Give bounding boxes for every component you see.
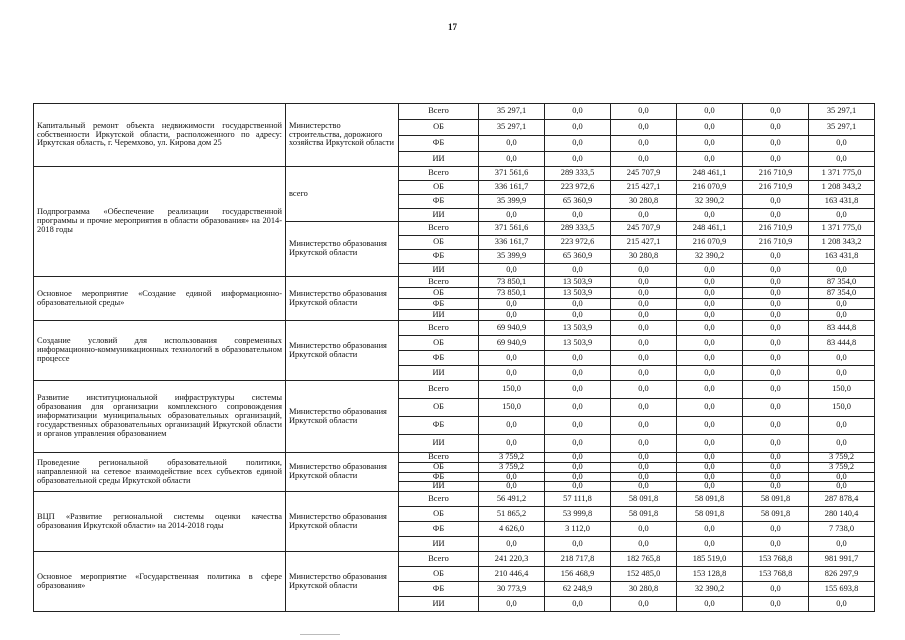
funding-source: ИИ: [399, 435, 479, 453]
amount-value: 0,0: [611, 453, 677, 463]
amount-value: 58 091,8: [743, 492, 809, 507]
amount-value: 215 427,1: [611, 181, 677, 195]
amount-value: 0,0: [743, 462, 809, 472]
amount-value: 0,0: [611, 399, 677, 417]
funding-source: ФБ: [399, 136, 479, 152]
amount-value: 35 399,9: [479, 195, 545, 209]
amount-value: 0,0: [611, 336, 677, 351]
amount-value: 0,0: [545, 399, 611, 417]
funding-source: ФБ: [399, 522, 479, 537]
amount-value: 0,0: [743, 472, 809, 482]
funding-source: Всего: [399, 277, 479, 288]
amount-value: 58 091,8: [611, 507, 677, 522]
page-number: 17: [448, 22, 457, 32]
funding-source: ФБ: [399, 417, 479, 435]
amount-value: 223 972,6: [545, 181, 611, 195]
amount-value: 13 503,9: [545, 321, 611, 336]
amount-value: 0,0: [479, 417, 545, 435]
amount-value: 218 717,8: [545, 552, 611, 567]
executor-name: Министерство образования Иркутской области: [286, 552, 399, 612]
amount-value: 0,0: [479, 351, 545, 366]
amount-value: 0,0: [611, 381, 677, 399]
amount-value: 69 940,9: [479, 321, 545, 336]
amount-value: 371 561,6: [479, 167, 545, 181]
funding-source: Всего: [399, 552, 479, 567]
funding-source: ИИ: [399, 310, 479, 321]
amount-value: 152 485,0: [611, 567, 677, 582]
amount-value: 0,0: [677, 351, 743, 366]
amount-value: 0,0: [743, 351, 809, 366]
amount-value: 0,0: [545, 209, 611, 222]
total-value: 35 297,1: [809, 104, 875, 120]
table-row: [34, 277, 875, 288]
amount-value: 0,0: [677, 381, 743, 399]
amount-value: 0,0: [545, 462, 611, 472]
total-value: 0,0: [809, 310, 875, 321]
total-value: 826 297,9: [809, 567, 875, 582]
amount-value: 0,0: [743, 399, 809, 417]
amount-value: 0,0: [479, 136, 545, 152]
funding-source: ОБ: [399, 236, 479, 250]
amount-value: 0,0: [743, 288, 809, 299]
amount-value: 153 128,8: [677, 567, 743, 582]
funding-source: Всего: [399, 381, 479, 399]
total-value: 0,0: [809, 435, 875, 453]
amount-value: 0,0: [677, 435, 743, 453]
funding-source: ФБ: [399, 351, 479, 366]
total-value: 7 738,0: [809, 522, 875, 537]
amount-value: 0,0: [677, 453, 743, 463]
amount-value: 0,0: [479, 472, 545, 482]
amount-value: 0,0: [611, 597, 677, 612]
funding-source: ФБ: [399, 582, 479, 597]
amount-value: 35 297,1: [479, 104, 545, 120]
amount-value: 0,0: [743, 104, 809, 120]
amount-value: 0,0: [677, 417, 743, 435]
amount-value: 215 427,1: [611, 236, 677, 250]
amount-value: 0,0: [611, 136, 677, 152]
amount-value: 13 503,9: [545, 277, 611, 288]
total-value: 150,0: [809, 399, 875, 417]
total-value: 0,0: [809, 351, 875, 366]
amount-value: 0,0: [611, 482, 677, 492]
funding-source: ОБ: [399, 567, 479, 582]
amount-value: 0,0: [677, 472, 743, 482]
amount-value: 73 850,1: [479, 277, 545, 288]
amount-value: 0,0: [545, 597, 611, 612]
amount-value: 241 220,3: [479, 552, 545, 567]
funding-source: ИИ: [399, 366, 479, 381]
amount-value: 0,0: [545, 537, 611, 552]
amount-value: 0,0: [611, 264, 677, 277]
amount-value: 0,0: [611, 104, 677, 120]
funding-source: Всего: [399, 167, 479, 181]
amount-value: 150,0: [479, 381, 545, 399]
table-row: [34, 552, 875, 567]
total-value: 163 431,8: [809, 250, 875, 264]
amount-value: 0,0: [677, 152, 743, 167]
funding-source: ИИ: [399, 597, 479, 612]
total-value: 83 444,8: [809, 336, 875, 351]
funding-source: ФБ: [399, 299, 479, 310]
amount-value: 0,0: [743, 310, 809, 321]
amount-value: 0,0: [677, 597, 743, 612]
amount-value: 32 390,2: [677, 582, 743, 597]
amount-value: 0,0: [611, 417, 677, 435]
amount-value: 0,0: [743, 195, 809, 209]
budget-table: [33, 103, 875, 612]
amount-value: 0,0: [611, 209, 677, 222]
total-value: 155 693,8: [809, 582, 875, 597]
amount-value: 0,0: [611, 462, 677, 472]
amount-value: 3 759,2: [479, 453, 545, 463]
total-value: 0,0: [809, 299, 875, 310]
total-value: 0,0: [809, 472, 875, 482]
amount-value: 0,0: [677, 288, 743, 299]
total-value: 150,0: [809, 381, 875, 399]
activity-name: Основное мероприятие «Создание единой информационно-образовательной среды»: [34, 277, 286, 321]
total-value: 1 208 343,2: [809, 181, 875, 195]
amount-value: 58 091,8: [677, 492, 743, 507]
amount-value: 0,0: [545, 351, 611, 366]
amount-value: 0,0: [743, 321, 809, 336]
amount-value: 0,0: [545, 136, 611, 152]
activity-name: ВЦП «Развитие региональной системы оценки качества образования Иркутской области» на 2014-2018 годы: [34, 492, 286, 552]
amount-value: 0,0: [743, 453, 809, 463]
amount-value: 69 940,9: [479, 336, 545, 351]
amount-value: 30 280,8: [611, 582, 677, 597]
executor-name: всего: [286, 167, 399, 222]
table-row: [34, 167, 875, 181]
funding-source: Всего: [399, 453, 479, 463]
amount-value: 0,0: [743, 597, 809, 612]
total-value: 87 354,0: [809, 288, 875, 299]
amount-value: 210 446,4: [479, 567, 545, 582]
funding-source: Всего: [399, 492, 479, 507]
amount-value: 0,0: [611, 537, 677, 552]
activity-name: Капитальный ремонт объекта недвижимости государственной собственности Иркутской области, расположенного по адресу: Иркутская область, г. Черемхово, ул. Кирова дом 25: [34, 104, 286, 167]
total-value: 0,0: [809, 136, 875, 152]
amount-value: 0,0: [611, 472, 677, 482]
amount-value: 0,0: [611, 522, 677, 537]
amount-value: 0,0: [545, 472, 611, 482]
amount-value: 0,0: [677, 264, 743, 277]
amount-value: 0,0: [743, 250, 809, 264]
total-value: 0,0: [809, 264, 875, 277]
amount-value: 153 768,8: [743, 552, 809, 567]
amount-value: 0,0: [677, 104, 743, 120]
total-value: 1 371 775,0: [809, 222, 875, 236]
page-edge-mark: [300, 634, 340, 635]
total-value: 163 431,8: [809, 195, 875, 209]
amount-value: 0,0: [743, 537, 809, 552]
funding-source: ОБ: [399, 336, 479, 351]
amount-value: 65 360,9: [545, 250, 611, 264]
amount-value: 371 561,6: [479, 222, 545, 236]
funding-source: ИИ: [399, 537, 479, 552]
amount-value: 0,0: [743, 336, 809, 351]
activity-name: Проведение региональной образовательной политики, направленной на сетевое взаимодействие всех субъектов единой образовательной среды Иркутской области: [34, 453, 286, 492]
amount-value: 150,0: [479, 399, 545, 417]
amount-value: 13 503,9: [545, 288, 611, 299]
table-row: [34, 104, 875, 120]
amount-value: 0,0: [611, 435, 677, 453]
amount-value: 0,0: [677, 120, 743, 136]
amount-value: 0,0: [677, 482, 743, 492]
funding-source: Всего: [399, 104, 479, 120]
activity-name: Развитие институциональной инфраструктуры системы образования для организации комплексного сопровождения информатизации муниципальных образовательных организаций, государственных образовательных организаций Иркутской области и органов управления образованием: [34, 381, 286, 453]
amount-value: 58 091,8: [743, 507, 809, 522]
amount-value: 32 390,2: [677, 195, 743, 209]
total-value: 3 759,2: [809, 453, 875, 463]
amount-value: 58 091,8: [677, 507, 743, 522]
funding-source: ФБ: [399, 472, 479, 482]
amount-value: 289 333,5: [545, 222, 611, 236]
amount-value: 35 297,1: [479, 120, 545, 136]
funding-source: ОБ: [399, 181, 479, 195]
funding-source: ОБ: [399, 120, 479, 136]
amount-value: 0,0: [677, 399, 743, 417]
amount-value: 0,0: [677, 299, 743, 310]
amount-value: 185 519,0: [677, 552, 743, 567]
funding-source: Всего: [399, 222, 479, 236]
amount-value: 0,0: [677, 522, 743, 537]
amount-value: 0,0: [677, 321, 743, 336]
amount-value: 0,0: [545, 299, 611, 310]
funding-source: ФБ: [399, 195, 479, 209]
amount-value: 0,0: [743, 264, 809, 277]
amount-value: 13 503,9: [545, 336, 611, 351]
total-value: 0,0: [809, 152, 875, 167]
amount-value: 0,0: [545, 310, 611, 321]
amount-value: 0,0: [677, 277, 743, 288]
funding-source: ИИ: [399, 482, 479, 492]
amount-value: 0,0: [677, 537, 743, 552]
amount-value: 216 710,9: [743, 236, 809, 250]
amount-value: 62 248,9: [545, 582, 611, 597]
amount-value: 0,0: [479, 152, 545, 167]
amount-value: 0,0: [677, 310, 743, 321]
amount-value: 0,0: [743, 299, 809, 310]
amount-value: 0,0: [545, 264, 611, 277]
total-value: 35 297,1: [809, 120, 875, 136]
amount-value: 289 333,5: [545, 167, 611, 181]
amount-value: 0,0: [743, 522, 809, 537]
table-row: [34, 381, 875, 399]
amount-value: 0,0: [743, 152, 809, 167]
executor-name: Министерство образования Иркутской области: [286, 453, 399, 492]
total-value: 83 444,8: [809, 321, 875, 336]
amount-value: 0,0: [545, 453, 611, 463]
amount-value: 58 091,8: [611, 492, 677, 507]
amount-value: 0,0: [743, 209, 809, 222]
funding-source: ОБ: [399, 288, 479, 299]
amount-value: 0,0: [743, 417, 809, 435]
amount-value: 248 461,1: [677, 222, 743, 236]
amount-value: 0,0: [611, 366, 677, 381]
funding-source: ОБ: [399, 507, 479, 522]
amount-value: 245 707,9: [611, 222, 677, 236]
amount-value: 73 850,1: [479, 288, 545, 299]
amount-value: 53 999,8: [545, 507, 611, 522]
amount-value: 0,0: [479, 366, 545, 381]
total-value: 87 354,0: [809, 277, 875, 288]
total-value: 1 208 343,2: [809, 236, 875, 250]
amount-value: 0,0: [545, 417, 611, 435]
amount-value: 0,0: [479, 537, 545, 552]
amount-value: 216 070,9: [677, 236, 743, 250]
funding-source: Всего: [399, 321, 479, 336]
amount-value: 216 070,9: [677, 181, 743, 195]
amount-value: 56 491,2: [479, 492, 545, 507]
amount-value: 0,0: [743, 435, 809, 453]
amount-value: 0,0: [677, 462, 743, 472]
amount-value: 216 710,9: [743, 222, 809, 236]
total-value: 3 759,2: [809, 462, 875, 472]
amount-value: 57 111,8: [545, 492, 611, 507]
amount-value: 0,0: [545, 435, 611, 453]
amount-value: 0,0: [545, 120, 611, 136]
total-value: 1 371 775,0: [809, 167, 875, 181]
activity-name: Создание условий для использования современных информационно-коммуникационных технологий в образовательном процессе: [34, 321, 286, 381]
amount-value: 3 112,0: [545, 522, 611, 537]
amount-value: 0,0: [611, 321, 677, 336]
total-value: 0,0: [809, 482, 875, 492]
activity-name: Основное мероприятие «Государственная политика в сфере образования»: [34, 552, 286, 612]
total-value: 280 140,4: [809, 507, 875, 522]
amount-value: 0,0: [479, 435, 545, 453]
amount-value: 336 161,7: [479, 236, 545, 250]
amount-value: 223 972,6: [545, 236, 611, 250]
amount-value: 0,0: [677, 209, 743, 222]
amount-value: 3 759,2: [479, 462, 545, 472]
executor-name: Министерство образования Иркутской области: [286, 222, 399, 277]
amount-value: 0,0: [479, 482, 545, 492]
total-value: 0,0: [809, 537, 875, 552]
amount-value: 0,0: [545, 366, 611, 381]
amount-value: 336 161,7: [479, 181, 545, 195]
funding-source: ИИ: [399, 264, 479, 277]
amount-value: 0,0: [743, 482, 809, 492]
amount-value: 0,0: [611, 299, 677, 310]
amount-value: 0,0: [611, 351, 677, 366]
executor-name: Министерство образования Иркутской области: [286, 277, 399, 321]
amount-value: 0,0: [545, 152, 611, 167]
amount-value: 30 773,9: [479, 582, 545, 597]
amount-value: 0,0: [479, 209, 545, 222]
total-value: 287 878,4: [809, 492, 875, 507]
executor-name: Министерство строительства, дорожного хозяйства Иркутской области: [286, 104, 399, 167]
table-row: [34, 453, 875, 463]
funding-source: ОБ: [399, 399, 479, 417]
amount-value: 0,0: [611, 277, 677, 288]
amount-value: 35 399,9: [479, 250, 545, 264]
total-value: 0,0: [809, 597, 875, 612]
funding-source: ФБ: [399, 250, 479, 264]
executor-name: Министерство образования Иркутской области: [286, 321, 399, 381]
amount-value: 0,0: [677, 136, 743, 152]
executor-name: Министерство образования Иркутской области: [286, 381, 399, 453]
amount-value: 30 280,8: [611, 195, 677, 209]
amount-value: 248 461,1: [677, 167, 743, 181]
amount-value: 0,0: [743, 136, 809, 152]
total-value: 981 991,7: [809, 552, 875, 567]
funding-source: ИИ: [399, 209, 479, 222]
amount-value: 153 768,8: [743, 567, 809, 582]
executor-name: Министерство образования Иркутской области: [286, 492, 399, 552]
amount-value: 0,0: [743, 277, 809, 288]
amount-value: 0,0: [611, 152, 677, 167]
amount-value: 0,0: [611, 310, 677, 321]
activity-name: Подпрограмма «Обеспечение реализации государственной программы и прочие мероприятия в области образования» на 2014-2018 годы: [34, 167, 286, 277]
amount-value: 32 390,2: [677, 250, 743, 264]
funding-source: ОБ: [399, 462, 479, 472]
amount-value: 30 280,8: [611, 250, 677, 264]
amount-value: 0,0: [545, 104, 611, 120]
amount-value: 0,0: [677, 336, 743, 351]
table-row: [34, 492, 875, 507]
amount-value: 0,0: [545, 482, 611, 492]
amount-value: 0,0: [611, 120, 677, 136]
amount-value: 65 360,9: [545, 195, 611, 209]
amount-value: 182 765,8: [611, 552, 677, 567]
total-value: 0,0: [809, 366, 875, 381]
total-value: 0,0: [809, 209, 875, 222]
amount-value: 51 865,2: [479, 507, 545, 522]
amount-value: 156 468,9: [545, 567, 611, 582]
funding-source: ИИ: [399, 152, 479, 167]
amount-value: 0,0: [479, 310, 545, 321]
amount-value: 0,0: [479, 299, 545, 310]
amount-value: 4 626,0: [479, 522, 545, 537]
amount-value: 0,0: [743, 582, 809, 597]
amount-value: 0,0: [611, 288, 677, 299]
total-value: 0,0: [809, 417, 875, 435]
amount-value: 0,0: [479, 264, 545, 277]
amount-value: 0,0: [743, 366, 809, 381]
amount-value: 245 707,9: [611, 167, 677, 181]
amount-value: 0,0: [545, 381, 611, 399]
amount-value: 0,0: [743, 120, 809, 136]
amount-value: 216 710,9: [743, 181, 809, 195]
amount-value: 0,0: [677, 366, 743, 381]
amount-value: 216 710,9: [743, 167, 809, 181]
amount-value: 0,0: [479, 597, 545, 612]
table-row: [34, 321, 875, 336]
amount-value: 0,0: [743, 381, 809, 399]
